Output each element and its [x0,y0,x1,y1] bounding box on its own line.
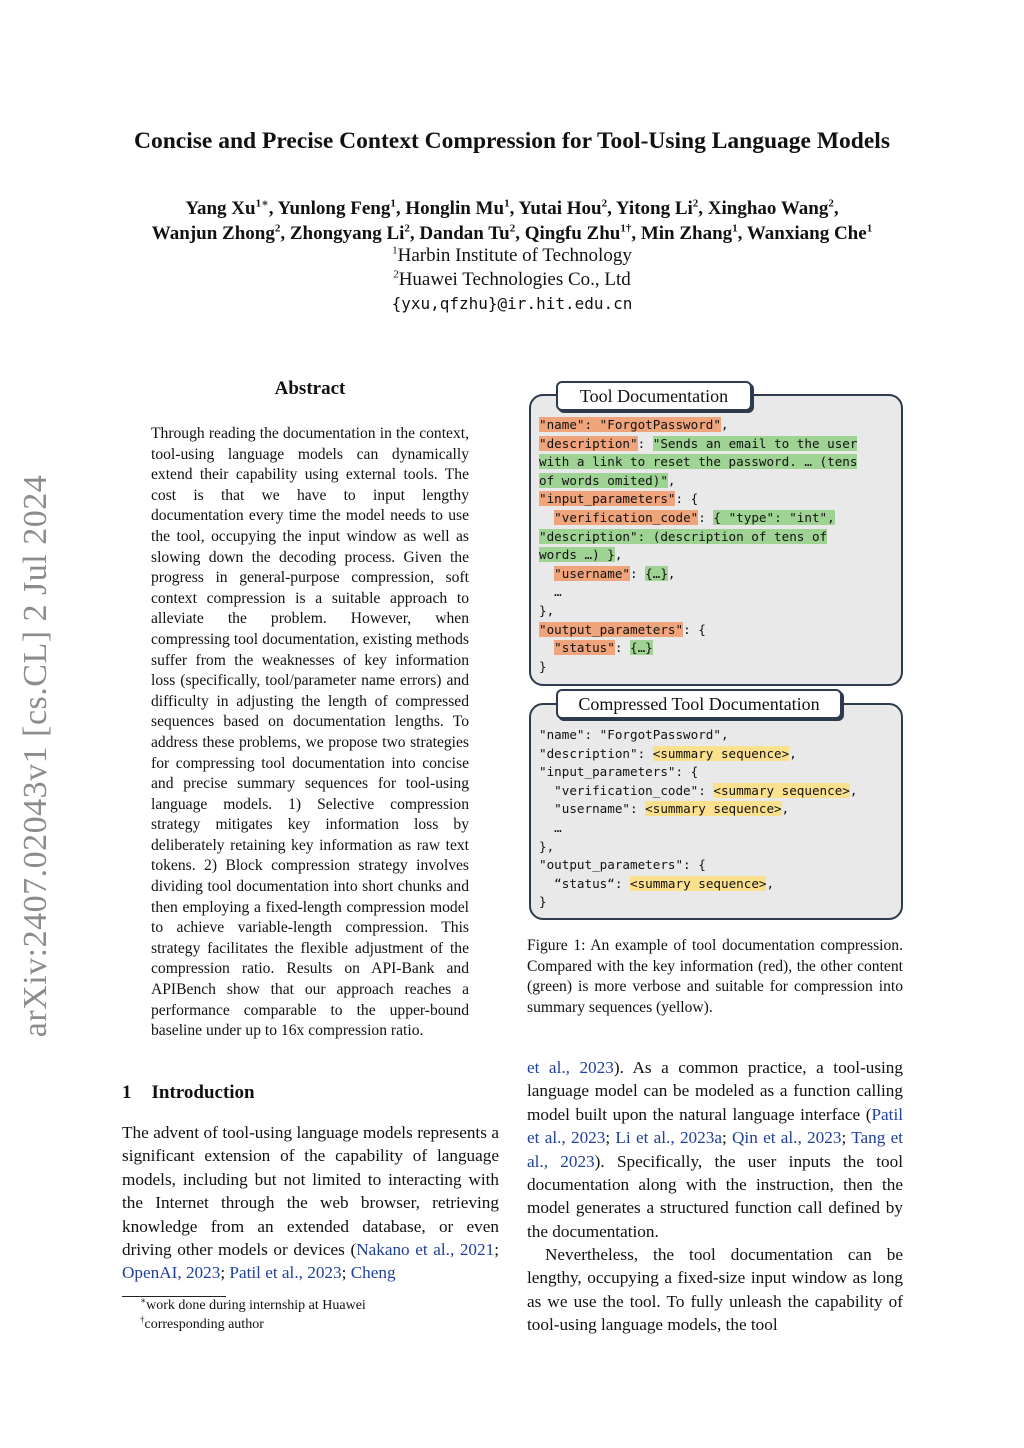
tool-documentation-title: Tool Documentation [556,381,752,411]
footnote-1: ∗work done during internship at Huawei [140,1295,366,1313]
citation-link[interactable]: Tang et al., 2023 [527,1128,903,1171]
abstract-text: Through reading the documentation in the context, tool-using language models can dynamically extend their capability using external tools. The cost is that we have to input lengthy documentation every time the model needs to use the tool, occupying the input window as well as slowing down the decoding process. Given the progress in general-purpose compression, soft context compression is a suitable approach to alleviate the problem. However, when compressing tool documentation, existing methods suffer from the weaknesses of key information loss (specifically, tool/parameter name errors) and difficulty in adjusting the length of compressed sequences based on documentation lengths. To address these problems, we propose two strategies for compressing tool documentation into concise and precise summary sequences for tool-using language models. 1) Selective compression strategy mitigates key information loss by deliberately retaining key information as raw text tokens. 2) Block compression strategy involves dividing tool documentation into short chunks and then employing a fixed-length compression model to achieve variable-length compression. This strategy facilitates the flexible adjustment of the compression ratio. Results on API-Bank and APIBench show that our approach reaches a performance comparable to the upper-bound baseline under up to 16x compression ratio. [151,425,469,1040]
citation-link[interactable]: OpenAI, 2023 [122,1263,221,1283]
section-heading-introduction: 1 Introduction [122,1082,255,1103]
author-list [40,196,984,246]
author-line-1: Yang $Xu^{1∗}$, Yunlong Feng$^1$, Honglin Mu$^1$, Yutai Hou$^2$, Yitong Li$^2$, Xinghao Wang$^2$, [185,197,839,219]
citation-link[interactable]: Cheng [350,1263,396,1283]
contact-email[interactable]: {yxu,qfzhu}@ir.hit.edu.cn [391,294,633,313]
footnote-2: †corresponding author [140,1314,264,1332]
tool-documentation-code: "name": "ForgotPassword", "description": "Sends an email to the user with a link to reset the password. … (tens of words omited)", "input_parameters": { "verification_code": { "type": "int", "description": (description of tens of words …) }, "username": {…}, … }, "output_parameters": { "status": {…} } [539,417,858,674]
citation-link[interactable]: Patil et al., 2023 [527,1104,903,1148]
compressed-documentation-code: "name": "ForgotPassword", "description": <summary sequence>, "input_parameters": { "verification_code": <summary sequence>, "username": <summary sequence>, … }, "output_parameters": { “status“: <summary sequence>, } [539,727,858,910]
intro-paragraph-right-1: et al., 2023). As a common practice, a tool-using language model can be modeled as a function calling model built upon the natural language interface (Patil et al., 2023; Li et al., 2023a; Qin et al., 2023; Tang et al., 2023). Specifically, the user inputs the tool documentation along with the instruction, then the model generates a structured function call defined by the documentation. [527,1058,903,1241]
intro-paragraph-left: The advent of tool-using language models represents a significant extension of the capability of language models, including but not limited to interacting with the Internet through the web browser, retrieving knowledge from an extended database, or even driving other models or devices (Nakano et al., 2021; OpenAI, 2023; Patil et al., 2023; Cheng [122,1123,499,1283]
citation-link[interactable]: Patil et al., 2023 [229,1263,342,1283]
figure-caption: Figure 1: An example of tool documentation compression. Compared with the key information (red), the other content (green) is more verbose and suitable for compression into summary sequences (yellow). [527,937,903,1016]
citation-link[interactable]: et al., 2023 [527,1058,614,1077]
citation-link[interactable]: Li et al., 2023a [615,1128,722,1148]
intro-paragraph-right-2: Nevertheless, the tool documentation can be lengthy, occupying a fixed-size input window as long as we use the tool. To fully unleash the capability of tool-using language models, the tool [527,1245,903,1335]
abstract-heading: Abstract [274,378,346,399]
author-line-2: Wanjun Zhong$^2$, Zhongyang Li$^2$, Dandan Tu$^2$, Qingfu Zhu$^{1\dagger}$, Min Zhang$^1$, Wanxiang Che$^1$ [151,222,873,244]
paper-title: Concise and Precise Context Compression for Tool-Using Language Models [134,128,890,154]
arxiv-identifier: arXiv:2407.02043v1 [cs.CL] 2 Jul 2024 [17,474,54,1038]
footnote-divider [122,1296,226,1297]
citation-link[interactable]: Nakano et al., 2021 [356,1240,495,1260]
affiliation-2: $^2$Huawei Technologies Co., Ltd [393,268,631,290]
citation-link[interactable]: Qin et al., 2023 [732,1128,842,1148]
compressed-documentation-title: Compressed Tool Documentation [556,689,842,719]
affiliation-1: $^1$Harbin Institute of Technology [392,244,632,266]
